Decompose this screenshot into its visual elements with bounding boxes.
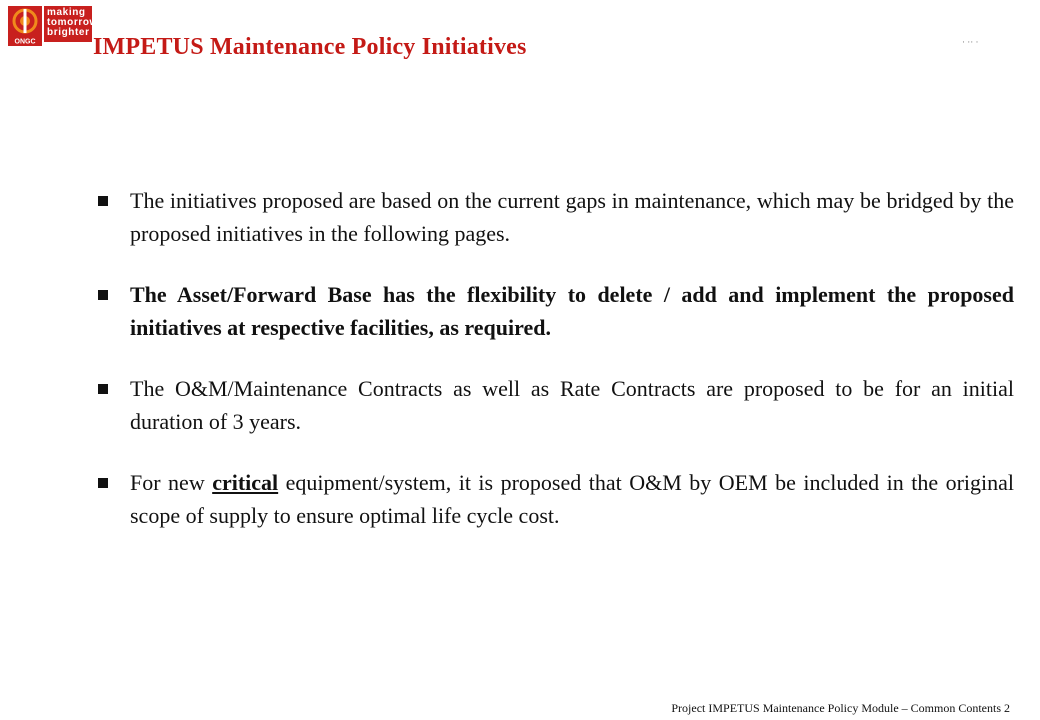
square-bullet-icon [98, 384, 108, 394]
square-bullet-icon [98, 290, 108, 300]
square-bullet-icon [98, 196, 108, 206]
bullet-text: The O&M/Maintenance Contracts as well as Rate Contracts are proposed to be for an initial duration of 3 years. [130, 376, 1014, 434]
logo-tagline [44, 6, 98, 42]
emphasized-word: critical [212, 470, 279, 495]
bullet-text: The initiatives proposed are based on the current gaps in maintenance, which may be bridged by the proposed initiatives in the following pages. [130, 188, 1014, 246]
logo-tagline-line: tomorrow [47, 17, 98, 28]
bullet-text: The Asset/Forward Base has the flexibility to delete / add and implement the proposed initiatives at respective facilities, as required. [130, 282, 1014, 340]
slide-title: IMPETUS Maintenance Policy Initiatives [93, 34, 527, 60]
bullet-item [98, 278, 1014, 344]
slide-footer: Project IMPETUS Maintenance Policy Module – Common Contents 2 [671, 701, 1010, 715]
bullet-item [98, 184, 1014, 250]
bullet-text-after: equipment/system, it is proposed that O&M by OEM be included in the original scope of supply to ensure optimal life cycle cost. [130, 470, 1014, 528]
square-bullet-icon [98, 478, 108, 488]
corner-mark: · ·· · [962, 37, 979, 47]
bullet-item [98, 466, 1014, 532]
logo-tagline-line: brighter [47, 27, 90, 38]
ongc-logo [8, 6, 98, 46]
bullet-list [98, 184, 1014, 560]
logo-brand-text: ONGC [14, 38, 36, 46]
ongc-emblem-icon [8, 6, 42, 46]
logo-tagline-line: making [47, 7, 86, 18]
bullet-item [98, 372, 1014, 438]
bullet-text-before: For new [130, 470, 213, 495]
